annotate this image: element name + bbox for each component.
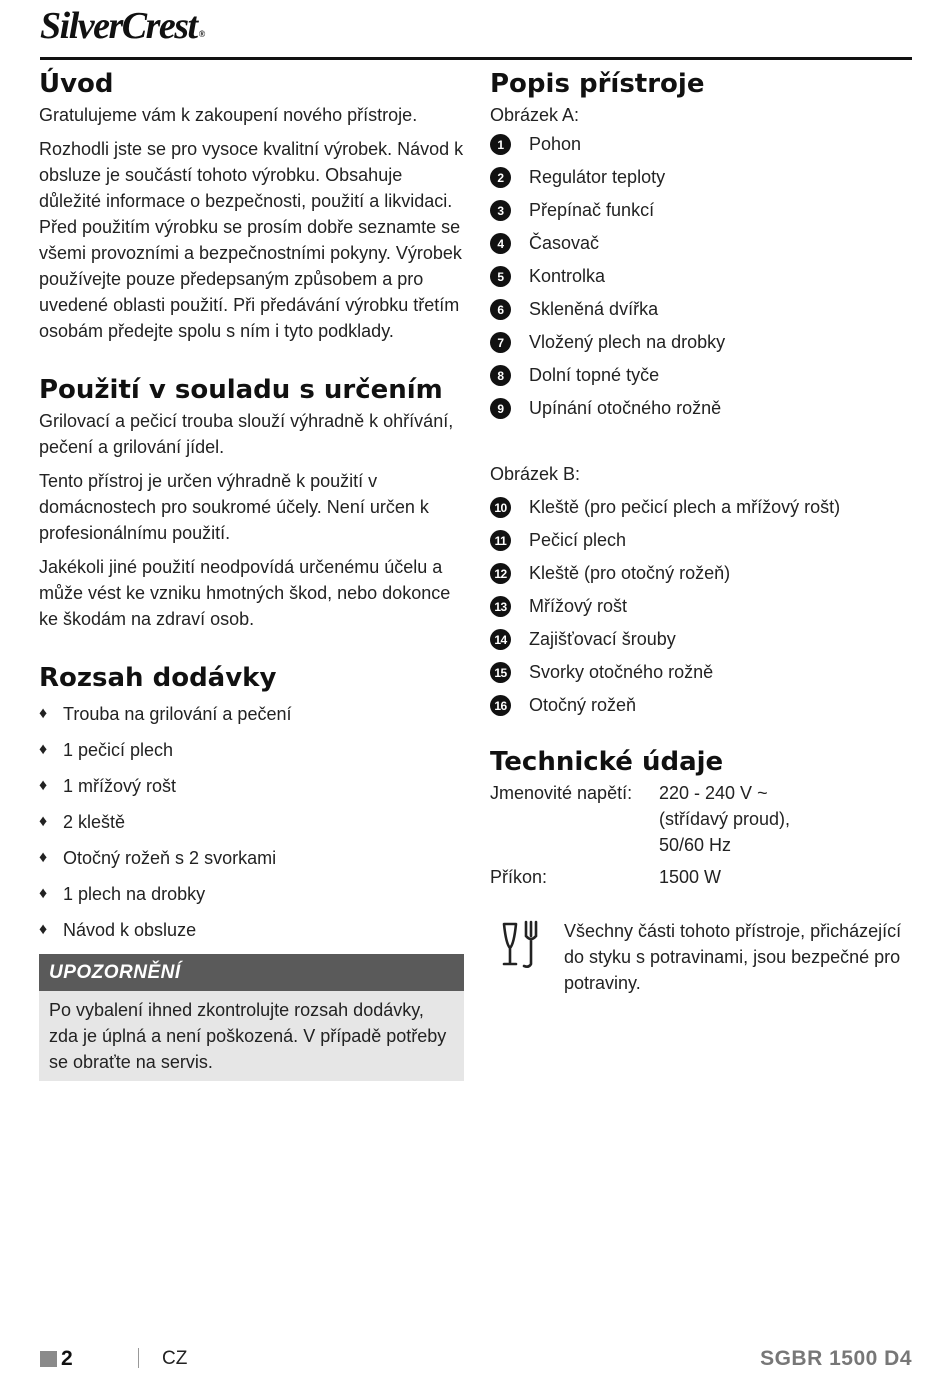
brand-logo bbox=[40, 4, 204, 48]
number-badge: 1 bbox=[490, 134, 511, 155]
usage-title: Použití v souladu s určením bbox=[39, 375, 443, 405]
list-item: 7 Vložený plech na drobky bbox=[490, 326, 915, 359]
list-item: 6 Skleněná dvířka bbox=[490, 293, 915, 326]
number-badge: 11 bbox=[490, 530, 511, 551]
description-section bbox=[490, 66, 915, 722]
language-code: CZ bbox=[162, 1348, 188, 1369]
list-item: 16 Otočný rožeň bbox=[490, 689, 915, 722]
number-badge: 8 bbox=[490, 365, 511, 386]
usage-paragraph-2: Tento přístroj je určen výhradně k použití v domácnostech pro soukromé účely. Není určen k profesionálnímu použití. bbox=[39, 471, 429, 543]
list-item: 15 Svorky otočného rožně bbox=[490, 656, 915, 689]
delivery-list bbox=[39, 696, 464, 948]
diamond-bullet-icon: ♦ bbox=[39, 741, 48, 758]
number-badge: 15 bbox=[490, 662, 511, 683]
list-item: ♦ 1 mřížový rošt bbox=[39, 775, 177, 796]
intro-paragraph-1: Gratulujeme vám k zakoupení nového přístroje. bbox=[39, 105, 418, 125]
header-rule bbox=[40, 57, 912, 60]
list-item: ♦ Trouba na grilování a pečení bbox=[39, 703, 292, 724]
diamond-bullet-icon: ♦ bbox=[39, 921, 48, 938]
figure-a-label: Obrázek A: bbox=[490, 105, 580, 125]
tech-section bbox=[490, 744, 915, 890]
tech-title: Technické údaje bbox=[490, 747, 724, 777]
model-number: SGBR 1500 D4 bbox=[760, 1347, 912, 1370]
number-badge: 3 bbox=[490, 200, 511, 221]
list-item: ♦ 1 plech na drobky bbox=[39, 883, 206, 904]
food-note-text: Všechny části tohoto přístroje, přicházející do styku s potravinami, jsou bezpečné pro potraviny. bbox=[564, 921, 902, 993]
notice-text: Po vybalení ihned zkontrolujte rozsah dodávky, zda je úplná a není poškozená. V případě potřeby se obraťte na servis. bbox=[49, 1000, 447, 1072]
list-item: 3 Přepínač funkcí bbox=[490, 194, 915, 227]
list-item: 14 Zajišťovací šrouby bbox=[490, 623, 915, 656]
page-number: 2 bbox=[61, 1347, 73, 1370]
number-badge: 7 bbox=[490, 332, 511, 353]
list-item: 8 Dolní topné tyče bbox=[490, 359, 915, 392]
diamond-bullet-icon: ♦ bbox=[39, 813, 48, 830]
power-value: 1500 W bbox=[659, 867, 722, 887]
food-safe-note bbox=[490, 918, 915, 996]
voltage-label: Jmenovité napětí: bbox=[490, 783, 633, 803]
diamond-bullet-icon: ♦ bbox=[39, 885, 48, 902]
list-item: ♦ Otočný rožeň s 2 svorkami bbox=[39, 847, 277, 868]
usage-paragraph-3: Jakékoli jiné použití neodpovídá určenému účelu a může vést ke vzniku hmotných škod, nebo dokonce ke škodám na zdraví osob. bbox=[39, 557, 451, 629]
usage-section bbox=[39, 372, 464, 632]
right-column bbox=[490, 66, 915, 996]
number-badge: 13 bbox=[490, 596, 511, 617]
delivery-section bbox=[39, 660, 464, 948]
power-row bbox=[490, 864, 915, 890]
left-column bbox=[39, 66, 464, 1081]
list-item: 4 Časovač bbox=[490, 227, 915, 260]
power-label: Příkon: bbox=[490, 867, 548, 887]
list-item: 1 Pohon bbox=[490, 128, 915, 161]
figure-a-list bbox=[490, 128, 915, 425]
list-item: 9 Upínání otočného rožně bbox=[490, 392, 915, 425]
diamond-bullet-icon: ♦ bbox=[39, 777, 48, 794]
number-badge: 12 bbox=[490, 563, 511, 584]
notice-box bbox=[39, 954, 464, 1081]
number-badge: 2 bbox=[490, 167, 511, 188]
diamond-bullet-icon: ♦ bbox=[39, 705, 48, 722]
list-item: 11 Pečicí plech bbox=[490, 524, 915, 557]
list-item: ♦ 2 kleště bbox=[39, 811, 126, 832]
list-item: 2 Regulátor teploty bbox=[490, 161, 915, 194]
list-item: 13 Mřížový rošt bbox=[490, 590, 915, 623]
notice-heading: UPOZORNĚNÍ bbox=[39, 954, 464, 991]
voltage-value: 220 - 240 V ~ (střídavý proud), 50/60 Hz bbox=[659, 783, 791, 855]
number-badge: 5 bbox=[490, 266, 511, 287]
notice-body bbox=[39, 991, 464, 1081]
page-footer bbox=[40, 1347, 912, 1373]
brand-name: SilverCrest bbox=[40, 5, 197, 47]
footer-divider bbox=[138, 1348, 139, 1368]
number-badge: 16 bbox=[490, 695, 511, 716]
figure-b-list bbox=[490, 491, 915, 722]
glass-fork-icon bbox=[500, 918, 560, 972]
diamond-bullet-icon: ♦ bbox=[39, 849, 48, 866]
description-title: Popis přístroje bbox=[490, 69, 705, 99]
registered-mark: ® bbox=[198, 29, 204, 39]
list-item: ♦ 1 pečicí plech bbox=[39, 739, 174, 760]
number-badge: 9 bbox=[490, 398, 511, 419]
usage-paragraph-1: Grilovací a pečicí trouba slouží výhradně k ohřívání, pečení a grilování jídel. bbox=[39, 411, 454, 457]
figure-b-label: Obrázek B: bbox=[490, 464, 581, 484]
delivery-title: Rozsah dodávky bbox=[39, 663, 277, 693]
footer-square-icon bbox=[40, 1351, 57, 1367]
intro-section bbox=[39, 66, 464, 344]
list-item: 10 Kleště (pro pečicí plech a mřížový rošt) bbox=[490, 491, 915, 524]
list-item: ♦ Návod k obsluze bbox=[39, 919, 197, 940]
list-item: 12 Kleště (pro otočný rožeň) bbox=[490, 557, 915, 590]
voltage-row bbox=[490, 780, 915, 858]
number-badge: 10 bbox=[490, 497, 511, 518]
intro-paragraph-2: Rozhodli jste se pro vysoce kvalitní výrobek. Návod k obsluze je součástí tohoto výrobku. Obsahuje důležité informace o bezpečnosti, použití a likvidaci. Před použitím výrobku se prosím dobře seznamte se všemi provozními a bezpečnostními pokyny. Výrobek používejte pouze předepsaným způsobem a pro uvedené oblasti použití. Při předávání výrobku třetím osobám předejte spolu s ním i tyto podklady. bbox=[39, 139, 464, 341]
number-badge: 14 bbox=[490, 629, 511, 650]
number-badge: 4 bbox=[490, 233, 511, 254]
number-badge: 6 bbox=[490, 299, 511, 320]
intro-title: Úvod bbox=[39, 69, 114, 99]
list-item: 5 Kontrolka bbox=[490, 260, 915, 293]
